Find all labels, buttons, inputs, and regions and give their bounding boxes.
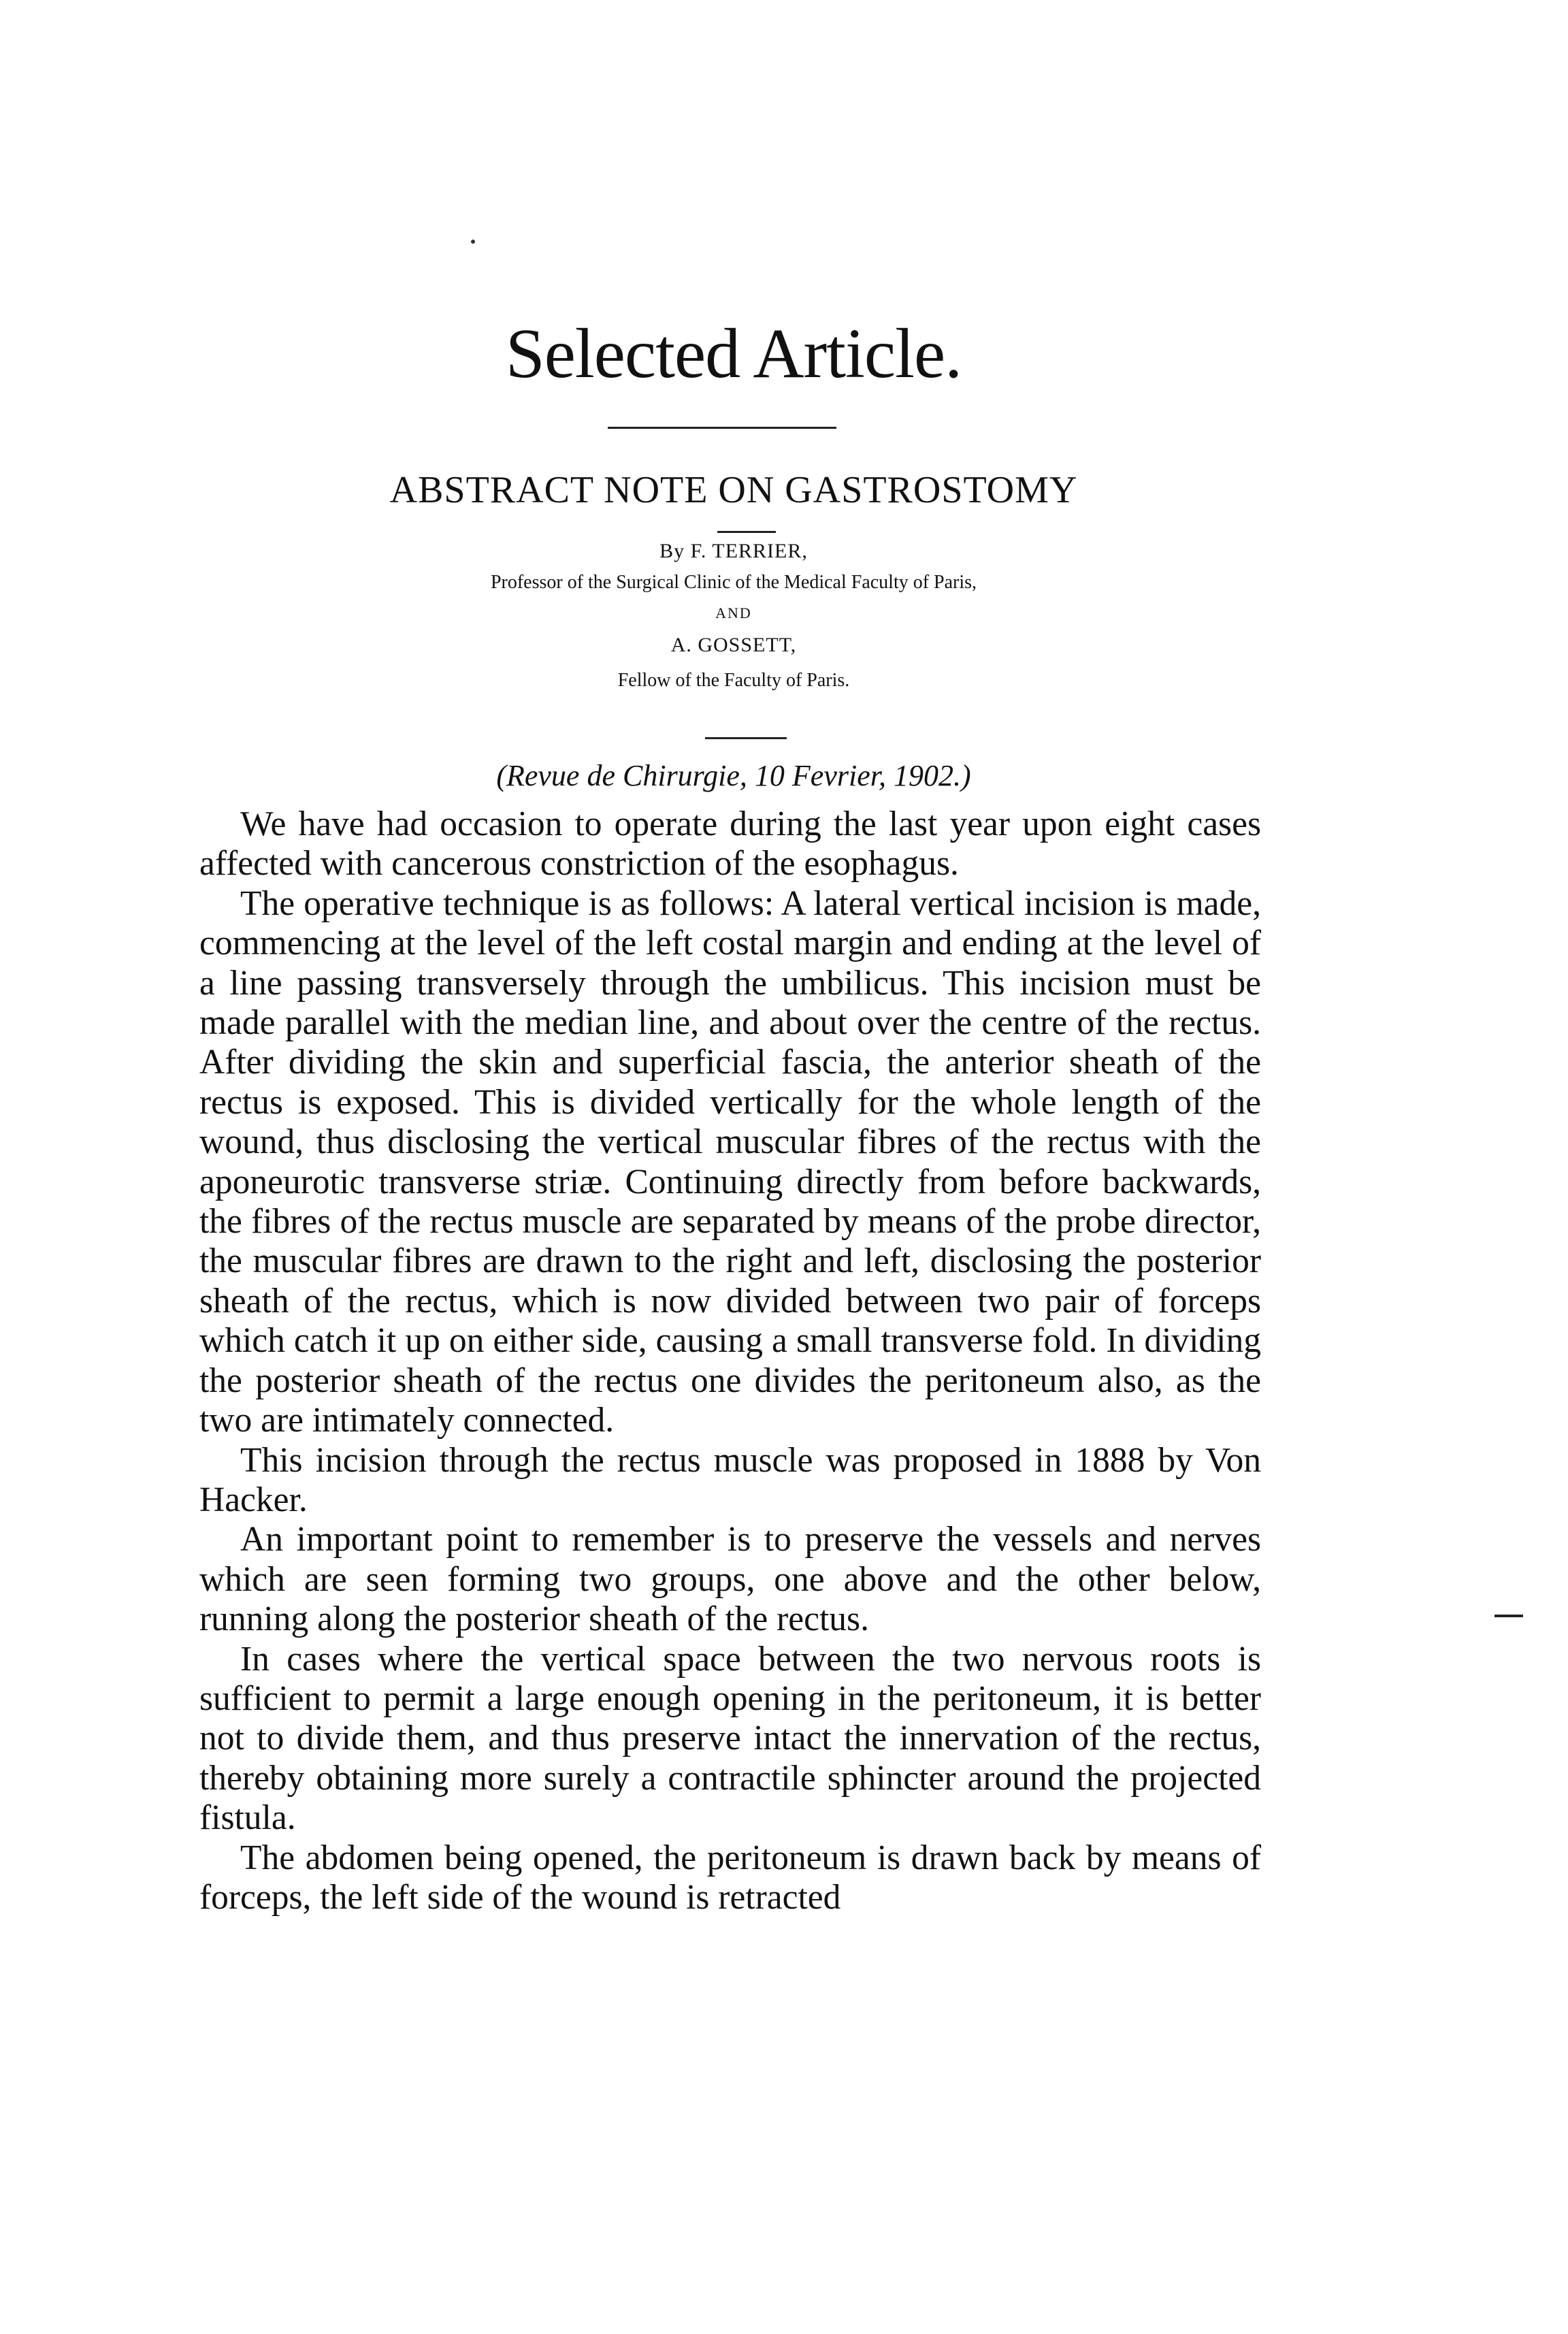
article-source: (Revue de Chirurgie, 10 Fevrier, 1902.) [496, 759, 971, 792]
paragraph: We have had occasion to operate during the last year upon eight cases affected with cancerous constriction of the esophagus. [199, 805, 1261, 884]
stray-dot [471, 240, 475, 244]
paragraph: In cases where the vertical space between the two nervous roots is sufficient to permit a large enough opening in the peritoneum, it is better not to divide them, and thus preserve intact the innervation of the rectus, thereby obtaining more surely a contractile sphincter around the projected fistula. [199, 1639, 1261, 1838]
author-1: By F. TERRIER, [659, 540, 808, 562]
author-2: A. GOSSETT, [670, 634, 797, 656]
title-rule [608, 427, 836, 429]
source-rule [705, 737, 787, 739]
paragraph: The operative technique is as follows: A lateral vertical incision is made, commencing at the level of the left costal margin and ending at the level of a line passing transversely through the umbilicus. This incision must be made parallel with the median line, and about over the centre of the rectus. After dividing the skin and superficial fascia, the anterior sheath of the rectus is exposed. This is divided vertically for the whole length of the wound, thus disclosing the vertical muscular fibres of the rectus with the aponeurotic transverse striæ. Continuing directly from before backwards, the fibres of the rectus muscle are separated by means of the probe director, the muscular fibres are drawn to the right and left, disclosing the posterior sheath of the rectus, which is now divided between two pair of forceps which catch it up on either side, causing a small transverse fold. In dividing the posterior sheath of the rectus one divides the peritoneum also, as the two are intimately connected. [199, 884, 1261, 1440]
margin-mark [1494, 1615, 1523, 1617]
article-body [199, 805, 1261, 1917]
paragraph: This incision through the rectus muscle was proposed in 1888 by Von Hacker. [199, 1440, 1261, 1519]
paragraph: The abdomen being opened, the peritoneum is drawn back by means of forceps, the left side of the wound is retracted [199, 1838, 1261, 1917]
paragraph: An important point to remember is to preserve the vessels and nerves which are seen forming two groups, one above and the other below, running along the posterior sheath of the rectus. [199, 1520, 1261, 1639]
author-rule [717, 531, 776, 533]
author-conjunction: AND [715, 604, 752, 621]
section-title: Selected Article. [505, 314, 962, 393]
author-1-affiliation: Professor of the Surgical Clinic of the Medical Faculty of Paris, [490, 572, 977, 593]
author-2-affiliation: Fellow of the Faculty of Paris. [617, 670, 850, 691]
article-title: ABSTRACT NOTE ON GASTROSTOMY [389, 469, 1078, 511]
